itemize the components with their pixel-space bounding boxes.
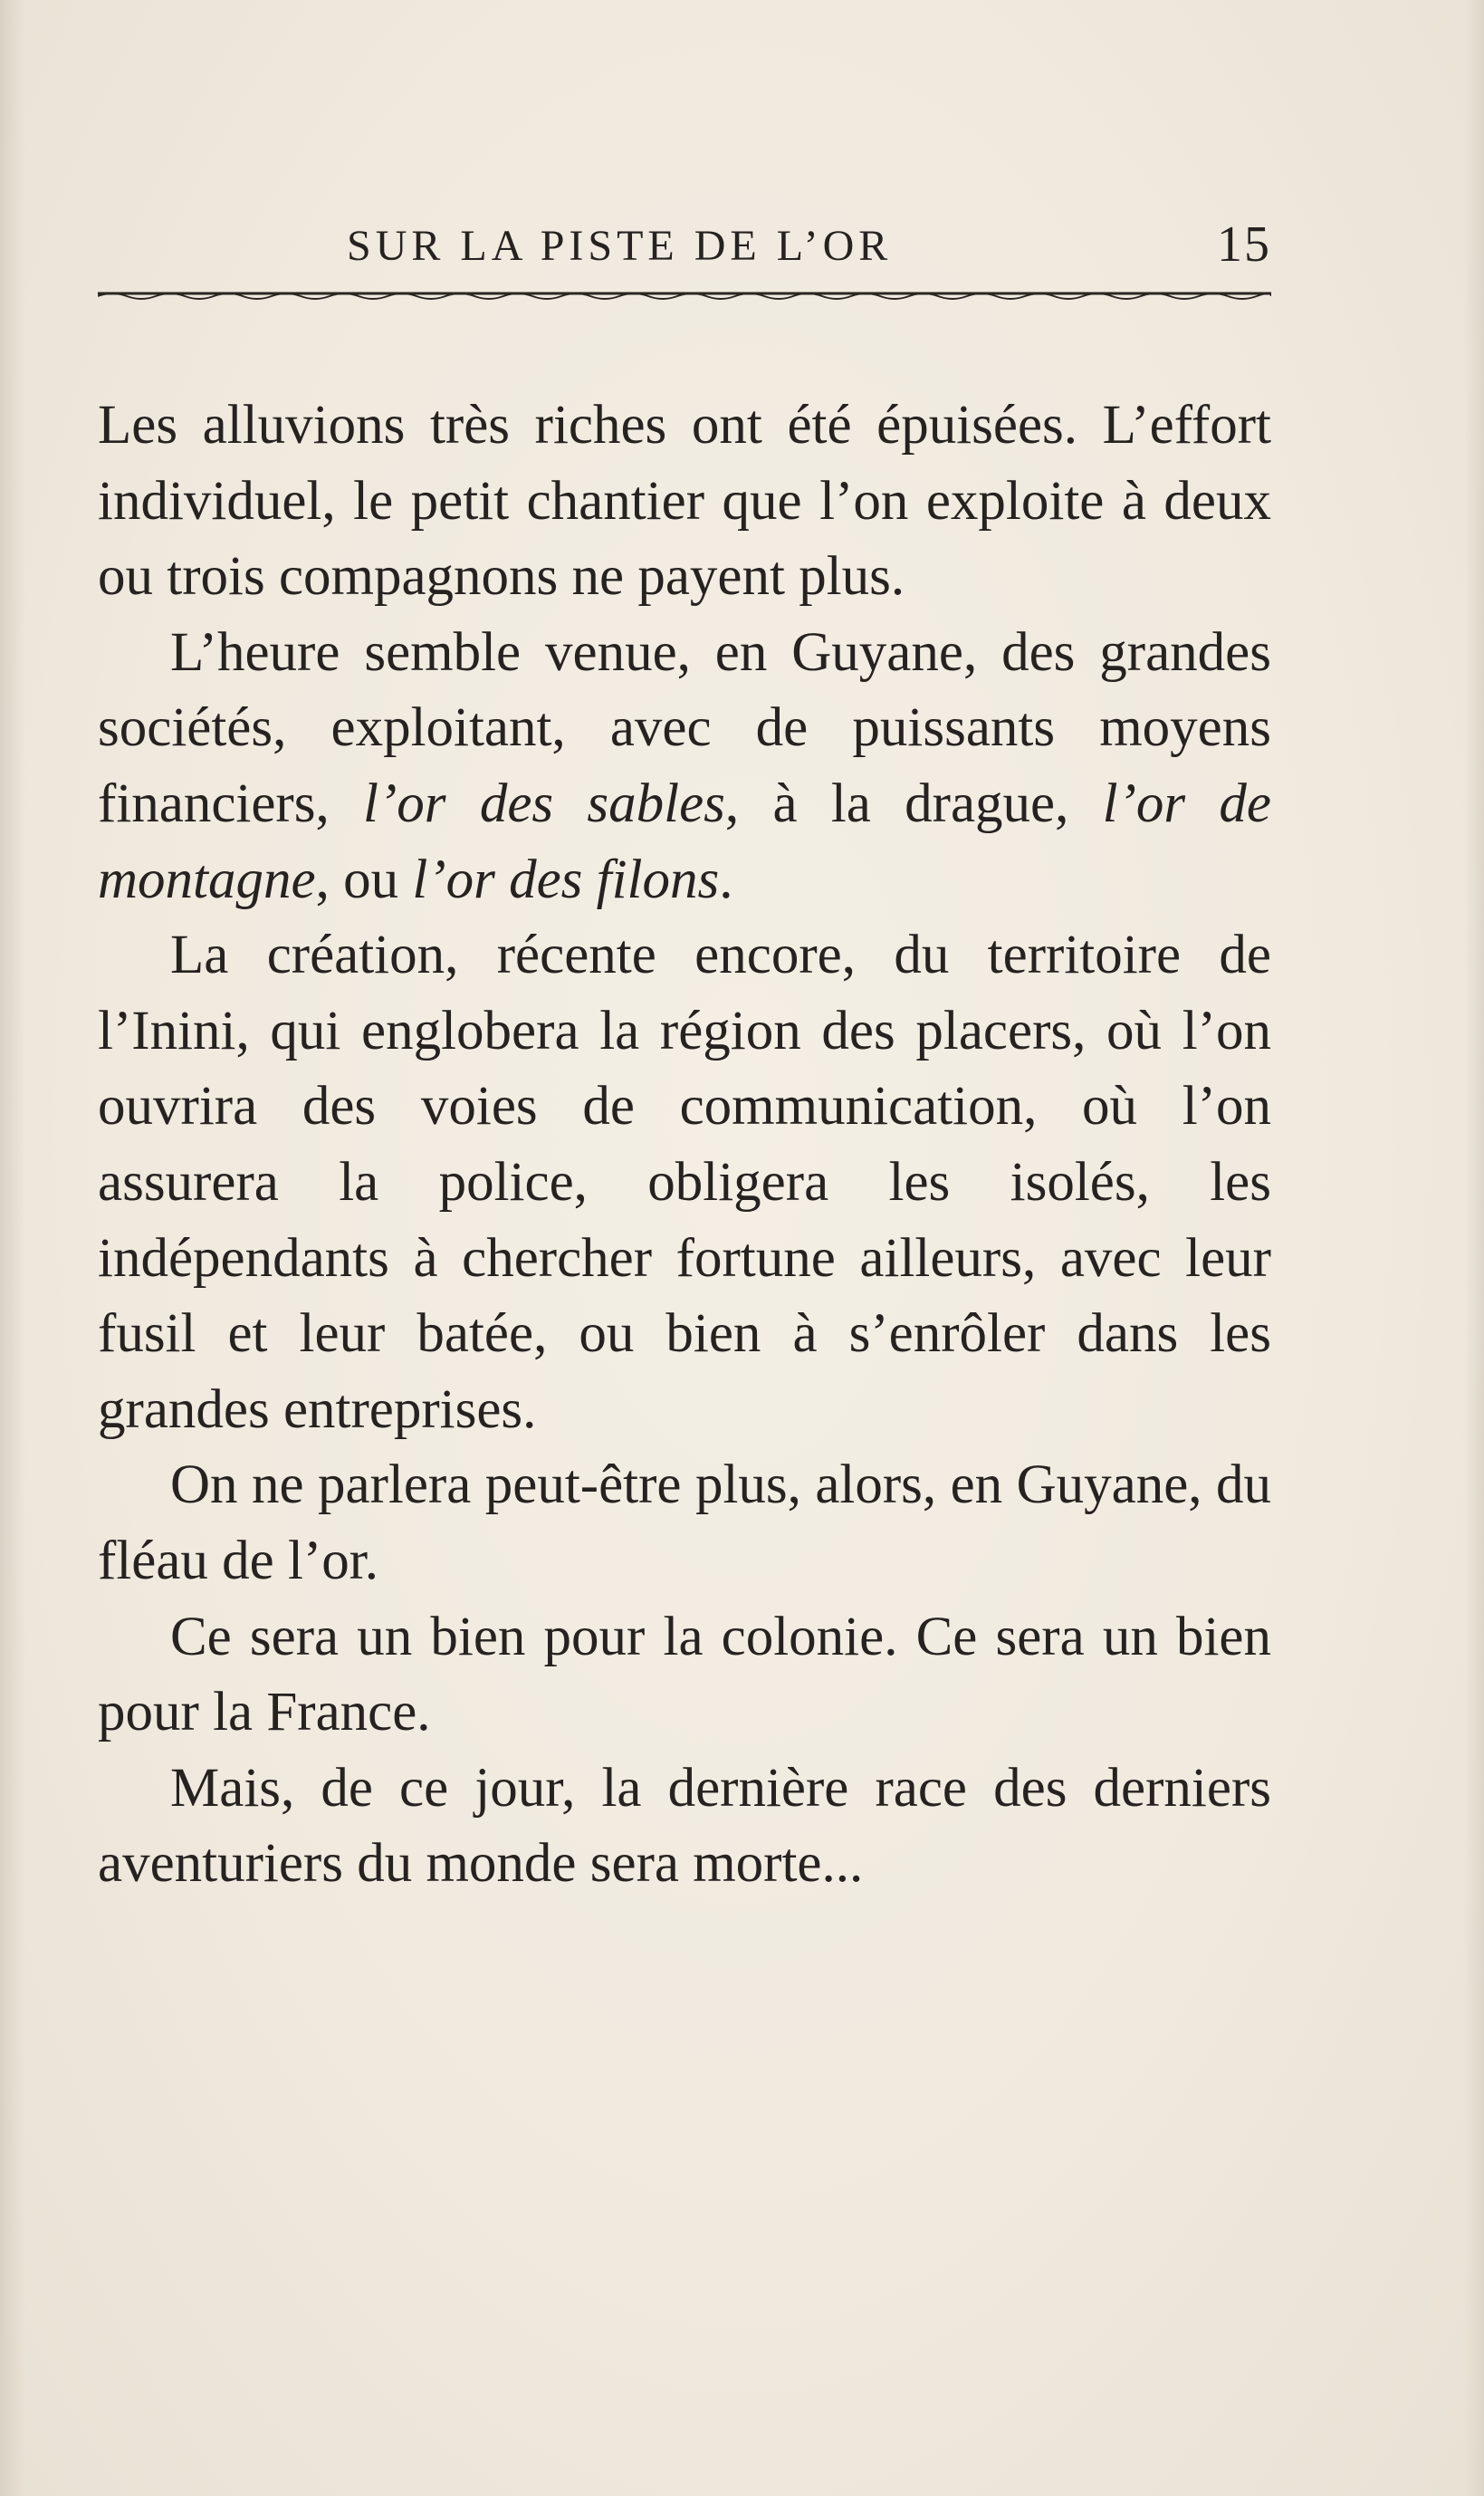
paragraph-2 [98, 615, 1271, 917]
running-header [98, 210, 1271, 283]
p2-text-3: , ou [315, 849, 413, 910]
page-edge-shadow [1464, 0, 1484, 2496]
p2-italic-filons: l’or des filons [412, 849, 720, 910]
paragraph-3: La création, récente encore, du territoire de l’Inini, qui englobera la région des placers, où l’on ouvrira des voies de communication, où l’on assurera la police, obligera les isolés, les indépendants à chercher fortune ailleurs, avec leur fusil et leur batée, ou bien à s’enrôler dans les grandes entreprises. [98, 925, 1271, 1440]
running-title: SUR LA PISTE DE L’OR [347, 222, 893, 270]
paragraph-1: Les alluvions très riches ont été épuisées. L’effort individuel, le petit chantier que l’on exploite à deux ou trois compagnons ne payent plus. [98, 395, 1271, 608]
paragraph-5: Ce sera un bien pour la colonie. Ce sera un bien pour la France. [98, 1606, 1271, 1743]
p2-italic-sables: l’or des sables [363, 773, 725, 834]
p2-text-1: L’heure semble venue, en Guyane, des grandes sociétés, exploitant, avec de puissants moyens financiers, [98, 621, 1271, 834]
p2-text-4: . [719, 849, 733, 910]
paragraph-6: Mais, de ce jour, la dernière race des derniers aventuriers du monde sera morte... [98, 1757, 1271, 1895]
header-rule [98, 288, 1271, 301]
page-number: 15 [1217, 216, 1271, 273]
paragraph-4: On ne parlera peut-être plus, alors, en Guyane, du fléau de l’or. [98, 1454, 1271, 1591]
p2-text-2: , à la drague, [724, 773, 1103, 834]
p2-italic-montagne: l’or de montagne [98, 773, 1271, 910]
gutter-shadow [0, 0, 25, 2496]
body-text [98, 388, 1271, 1902]
